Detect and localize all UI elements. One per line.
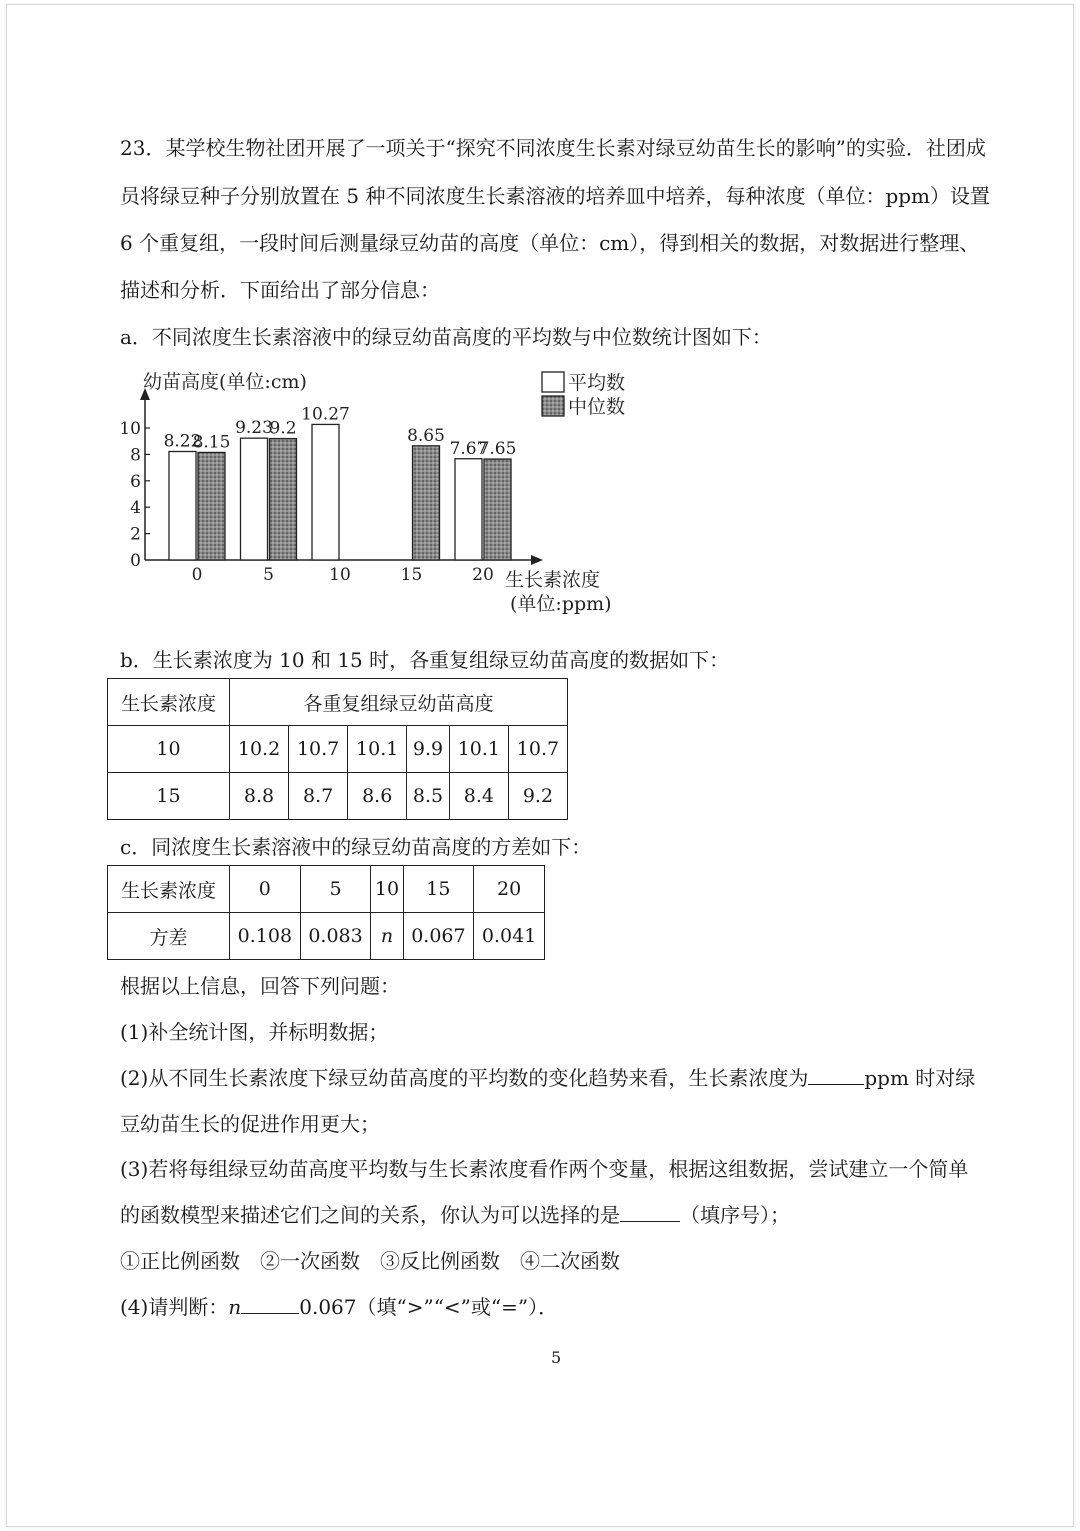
table-c-cell: 0.041 [474,913,545,960]
question-2-line2: 豆幼苗生长的促进作用更大； [120,1112,380,1136]
bar-value-label: 7.67 [449,438,488,459]
mean-bar [169,451,196,560]
table-b-cell: 8.7 [289,773,348,820]
y-tick-label: 10 [119,419,141,439]
legend-mean-swatch [542,372,564,392]
median-bar [484,459,511,560]
table-b-cell: 8.6 [348,773,407,820]
table-b-header-concentration: 生长素浓度 [108,679,230,726]
legend-median-label: 中位数 [568,396,626,418]
bar-chart [110,360,650,620]
x-tick-label: 20 [472,565,494,585]
table-row [108,773,568,820]
bar-value-label: 8.22 [163,431,202,452]
median-bar [198,452,225,560]
mean-bar [455,459,482,560]
question-2-line1: (2)从不同生长素浓度下绿豆幼苗高度的平均数的变化趋势来看，生长素浓度为 ppm 时对绿 [120,1066,976,1090]
table-b-cell: 10.1 [348,726,407,773]
questions-lead: 根据以上信息，回答下列问题： [120,974,400,998]
legend-median-swatch [542,396,564,416]
x-tick-label: 5 [263,565,274,585]
table-c-cell: 0.067 [403,913,474,960]
y-tick-label: 6 [130,471,141,492]
median-bar [413,446,440,560]
table-b-cell: 8.4 [449,773,508,820]
x-axis-unit-label: (单位:ppm) [510,593,612,615]
median-bar [270,439,297,560]
y-tick-label: 4 [130,498,141,519]
y-tick-label: 2 [130,524,141,545]
table-row [108,913,545,960]
answer-blank-3[interactable] [620,1221,680,1222]
table-b-cell: 9.9 [407,726,450,773]
bar-value-label: 8.15 [192,432,231,453]
part-a-label: a．不同浓度生长素溶液中的绿豆幼苗高度的平均数与中位数统计图如下： [120,325,772,349]
question-1: (1)补全统计图，并标明数据； [120,1020,389,1044]
question-intro-line3: 6 个重复组，一段时间后测量绿豆幼苗的高度（单位：cm），得到相关的数据，对数据进行整理、 [120,231,980,255]
bar-value-label: 7.65 [478,439,517,460]
table-row [108,726,568,773]
table-b-cell: 10.7 [289,726,348,773]
table-c-cell: 15 [403,866,474,913]
table-c-row-head: 生长素浓度 [108,866,230,913]
answer-blank-4[interactable] [241,1313,299,1314]
y-axis-label: 幼苗高度(单位:cm) [143,371,307,393]
table-b-cell: 10.1 [449,726,508,773]
replicate-height-table [107,678,568,820]
x-tick-label: 0 [191,565,203,585]
table-b-cell: 8.5 [407,773,450,820]
table-c-row-head: 方差 [108,913,230,960]
x-axis-label: 生长素浓度 [505,569,601,591]
bar-value-label: 10.27 [301,404,350,425]
legend-mean-label: 平均数 [568,372,626,394]
table-c-cell: 10 [371,866,403,913]
bar-value-label: 9.2 [269,418,297,439]
question-3-line1: (3)若将每组绿豆幼苗高度平均数与生长素浓度看作两个变量，根据这组数据，尝试建立一个简单 [120,1157,969,1181]
table-c-cell: 0.108 [230,913,301,960]
table-b-header-heights: 各重复组绿豆幼苗高度 [230,679,568,726]
question-intro-line4: 描述和分析．下面给出了部分信息： [120,278,440,302]
question-intro-line1: 23．某学校生物社团开展了一项关于“探究不同浓度生长素对绿豆幼苗生长的影响”的实验．社团成 [120,136,986,160]
question-4: (4)请判断：n 0.067（填“>”“<”或“=”）． [120,1295,559,1319]
part-b-label: b．生长素浓度为 10 和 15 时，各重复组绿豆幼苗高度的数据如下： [120,648,730,672]
variance-table [107,865,545,960]
table-b-cell: 8.8 [230,773,289,820]
x-tick-label: 10 [329,565,351,585]
table-c-cell: 0 [230,866,301,913]
table-b-conc-cell: 10 [108,726,230,773]
bar-value-label: 9.23 [235,418,273,439]
page-number: 5 [551,1348,562,1367]
table-b-conc-cell: 15 [108,773,230,820]
question-intro-line2: 员将绿豆种子分别放置在 5 种不同浓度生长素溶液的培养皿中培养，每种浓度（单位：ppm）设置 [120,184,991,208]
table-c-cell-n: n [371,913,403,960]
table-c-cell: 0.083 [300,913,371,960]
y-tick-label: 0 [130,551,141,571]
table-b-cell: 10.7 [508,726,567,773]
mean-bar [241,438,268,560]
answer-blank-2[interactable] [808,1084,864,1085]
bar-value-label: 8.65 [407,425,445,446]
part-c-label: c．同浓度生长素溶液中的绿豆幼苗高度的方差如下： [120,835,592,859]
question-3-line2: 的函数模型来描述它们之间的关系，你认为可以选择的是 （填序号）； [120,1203,790,1227]
mean-bar [312,424,339,560]
table-row [108,866,545,913]
table-b-cell: 9.2 [508,773,567,820]
table-c-cell: 20 [474,866,545,913]
table-c-cell: 5 [300,866,371,913]
question-3-options: ①正比例函数 ②一次函数 ③反比例函数 ④二次函数 [120,1249,620,1273]
x-tick-label: 15 [400,565,423,585]
x-axis-arrow [531,555,543,565]
y-tick-label: 8 [130,445,141,466]
table-b-cell: 10.2 [230,726,289,773]
